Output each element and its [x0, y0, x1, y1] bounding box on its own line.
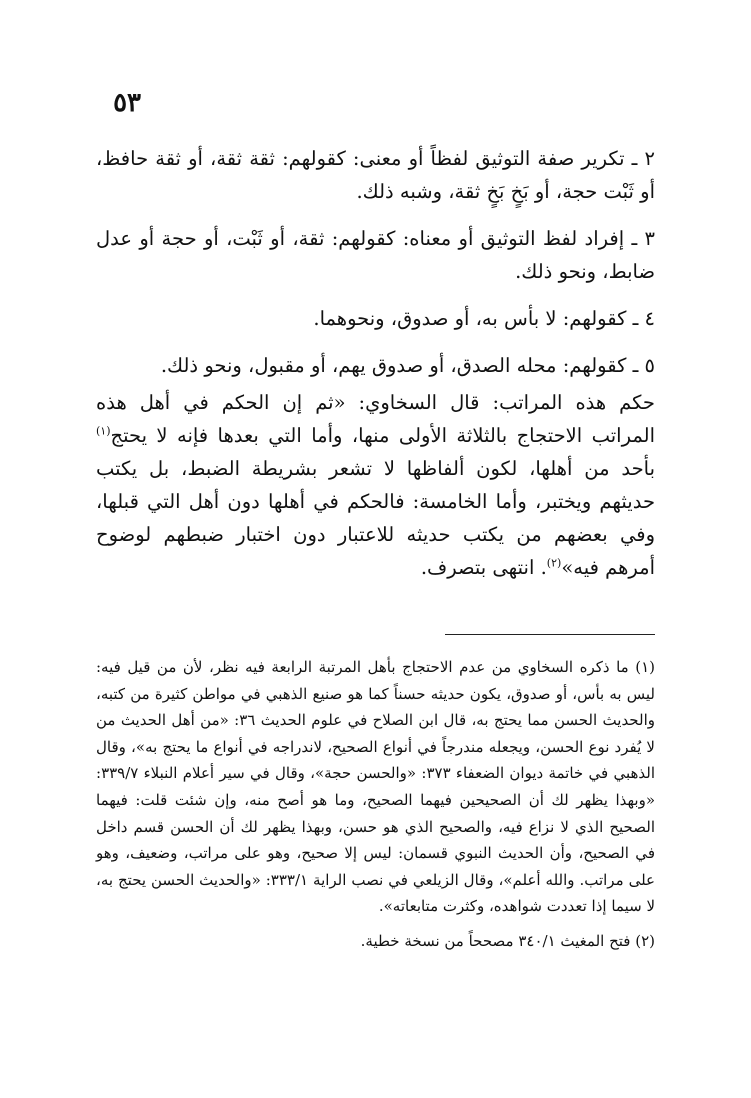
paragraph-rank-5: ٥ ـ كقولهم: محله الصدق، أو صدوق يهم، أو مقبول، ونحو ذلك. [160, 354, 655, 377]
main-text [96, 142, 655, 598]
footnotes [96, 654, 655, 963]
paragraph-rank-4: ٤ ـ كقولهم: لا بأس به، أو صدوق، ونحوهما. [313, 307, 655, 330]
paragraph-ruling [96, 386, 655, 584]
ruling-text-3: . انتهى بتصرف. [420, 556, 547, 579]
footnote-ref-2: (٢) [546, 556, 562, 570]
footnote-1: (١) ما ذكره السخاوي من عدم الاحتجاج بأهل المرتبة الرابعة فيه نظر، لأن من قيل فيه: ليس به بأس، أو صدوق، يكون حديثه حسناً كما هو صنيع الذهبي في مواطن كثيرة من كتبه، والحديث الحسن مما يحتج به، قال ابن الصلاح في علوم الحديث ٣٦: «من أهل الحديث من لا يُفرد نوع الحسن، ويجعله مندرجاً في أنواع الصحيح، لاندراجه في أنواع ما يحتج به»، وقال الذهبي في خاتمة ديوان الضعفاء ٣٧٣: «والحسن حجة»، وقال في سير أعلام النبلاء ٣٣٩/٧: «وبهذا يظهر لك أن الصحيحين فيهما الصحيح، وما هو أصح منه، وإن شئت قلت: فيهما الصحيح الذي لا نزاع فيه، والصحيح الذي هو حسن، وبهذا يظهر لك أن الحسن قسم داخل في الصحيح، وأن الحديث النبوي قسمان: ليس إلا صحيح، وهو على مراتب، وضعيف، وهو على مراتب. والله أعلم»، وقال الزيلعي في نصب الراية ٣٣٣/١: «والحديث الحسن يحتج به، لا سيما إذا تعددت شواهده، وكثرت متابعاته». [96, 658, 656, 916]
paragraph-rank-3: ٣ ـ إفراد لفظ التوثيق أو معناه: كقولهم: ثقة، أو ثَبْت، أو حجة أو عدل ضابط، ونحو ذلك. [96, 227, 655, 283]
ruling-text-1: حكم هذه المراتب: قال السخاوي: «ثم إن الحكم في أهل هذه المراتب الاحتجاج بالثلاثة الأولى منها، وأما التي بعدها فإنه لا يحتج [96, 391, 655, 447]
footnote-divider [445, 634, 655, 635]
footnote-2: (٢) فتح المغيث ٣٤٠/١ مصححاً من نسخة خطية. [360, 931, 655, 950]
paragraph-rank-2: ٢ ـ تكرير صفة التوثيق لفظاً أو معنى: كقولهم: ثقة ثقة، أو ثقة حافظ، أو ثَبْت حجة، أو بَخٍ بَخٍ ثقة، وشبه ذلك. [96, 147, 655, 203]
ruling-text-2: بأحد من أهلها، لكون ألفاظها لا تشعر بشريطة الضبط، بل يكتب حديثهم ويختبر، وأما الخامسة: فالحكم في أهلها دون أهل التي قبلها، وفي بعضهم من يكتب حديثه للاعتبار دون اختبار ضبطهم لوضوح أمرهم فيه» [96, 457, 655, 579]
page-number: ٥٣ [113, 88, 141, 118]
footnote-ref-1: (١) [96, 424, 111, 438]
